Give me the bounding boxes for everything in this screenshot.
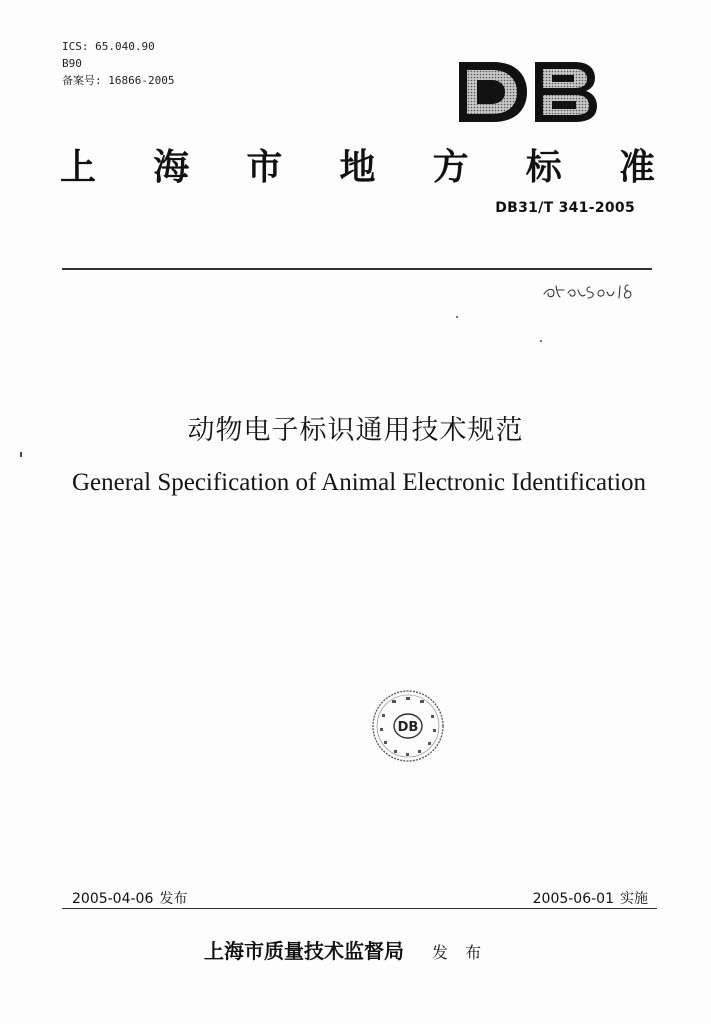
implementation-date: 2005-06-01 [532,891,614,907]
header-divider [62,268,652,270]
issuer-action: 发 布 [432,943,488,962]
standard-type-char: 上 [60,146,97,188]
scan-speck [456,316,458,318]
db-logo [455,58,600,126]
document-metadata [62,38,174,89]
issuer-name: 上海市质量技术监督局 [204,939,404,963]
issue-date-block [72,888,187,908]
document-title-chinese: 动物电子标识通用技术规范 [187,415,524,446]
issuing-authority [204,935,487,964]
classification-code: B90 [62,57,82,70]
standard-type-char: 市 [246,146,283,188]
standard-type-char: 标 [525,146,562,188]
record-number: 备案号: 16866-2005 [62,74,175,87]
standard-type-char: 地 [339,146,376,188]
issue-label: 发布 [159,891,188,907]
handwritten-annotation [540,278,650,304]
issue-date: 2005-04-06 [72,891,154,907]
standard-number: DB31/T 341-2005 [495,200,635,216]
standard-type-char: 海 [153,146,190,188]
standard-type-title [60,144,655,190]
standards-library-seal [370,688,446,764]
document-title-english: General Specification of Animal Electronic Identification [71,469,647,496]
scan-speck [540,340,542,342]
seal-center-text: DB [397,720,419,735]
standard-type-char: 准 [618,146,655,188]
scan-mark [20,452,22,457]
standard-type-char: 方 [432,146,469,188]
implementation-date-block [533,888,648,908]
ics-code: ICS: 65.040.90 [62,40,155,53]
footer-divider [62,908,657,909]
implementation-label: 实施 [620,891,648,907]
